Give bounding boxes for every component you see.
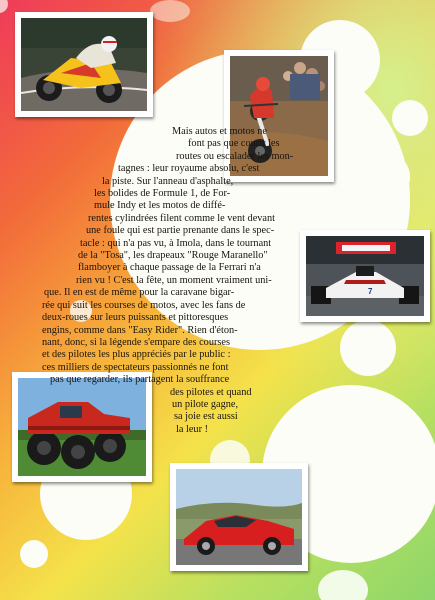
text-line: et des pilotes les plus appréciés par le public : [42, 349, 231, 361]
text-line: pas que regarder, ils partagent la souffrance [50, 374, 230, 386]
text-line: routes ou escalader les mon- [176, 150, 294, 162]
decorative-circle [360, 152, 410, 202]
text-line: les bolides de Formule 1, de For- [94, 188, 231, 200]
article-text [42, 126, 315, 436]
text-line: mule Indy et les motos de diffé- [94, 200, 226, 212]
text-line: sa joie est aussi [174, 411, 238, 423]
text-line: la piste. Sur l'anneau d'asphalte, [102, 175, 234, 187]
photo-card-lamborghini [170, 463, 308, 571]
photo-card-racing-motorcycle [15, 12, 153, 117]
text-line: rentes cylindrées filent comme le vent devant [88, 212, 275, 224]
text-line: font pas que courir les [188, 138, 280, 150]
text-line: ces milliers de spectateurs passionnés ne font [42, 361, 229, 373]
photo-card-formula-one [300, 230, 430, 322]
formula-one-car-photo [306, 236, 424, 316]
text-line: rée qui suit les courses de motos, avec les fans de [42, 299, 246, 311]
lamborghini-photo [176, 469, 302, 565]
text-line: tacle : qui n'a pas vu, à Imola, dans le tournant [80, 237, 272, 249]
text-line: un pilote gagne, [172, 398, 239, 410]
text-line: une foule qui est partie prenante dans le spec- [86, 225, 275, 237]
text-line: de la "Tosa", les drapeaux "Rouge Maranello" [78, 250, 268, 262]
text-line: flamboyer à chaque passage de la Ferrari n'a [78, 262, 261, 274]
svg-text:7: 7 [368, 287, 373, 296]
decorative-circle [340, 320, 396, 376]
text-line: tagnes : leur royaume absolu, c'est [118, 163, 260, 175]
text-line: engins, comme dans "Easy Rider". Rien d'éton- [42, 324, 238, 336]
decorative-circle [392, 100, 428, 136]
text-line: rien vu ! C'est la fête, un moment vraiment uni- [76, 274, 272, 286]
decorative-circle [150, 0, 190, 22]
text-line: nant, donc, si la légende s'empare des courses [42, 336, 230, 348]
page-number-circle [352, 508, 380, 536]
text-line: Mais autos et motos ne [172, 126, 267, 137]
text-line: deux-roues sur leurs puissants et pittoresques [42, 312, 229, 324]
text-line: la leur ! [176, 423, 209, 435]
racing-motorcycle-photo [21, 18, 147, 111]
text-line: que. Il en est de même pour la caravane bigar- [44, 287, 235, 299]
decorative-circle [318, 570, 368, 600]
decorative-circle [0, 0, 8, 13]
decorative-circle [20, 540, 48, 568]
text-line: des pilotes et quand [170, 386, 252, 398]
